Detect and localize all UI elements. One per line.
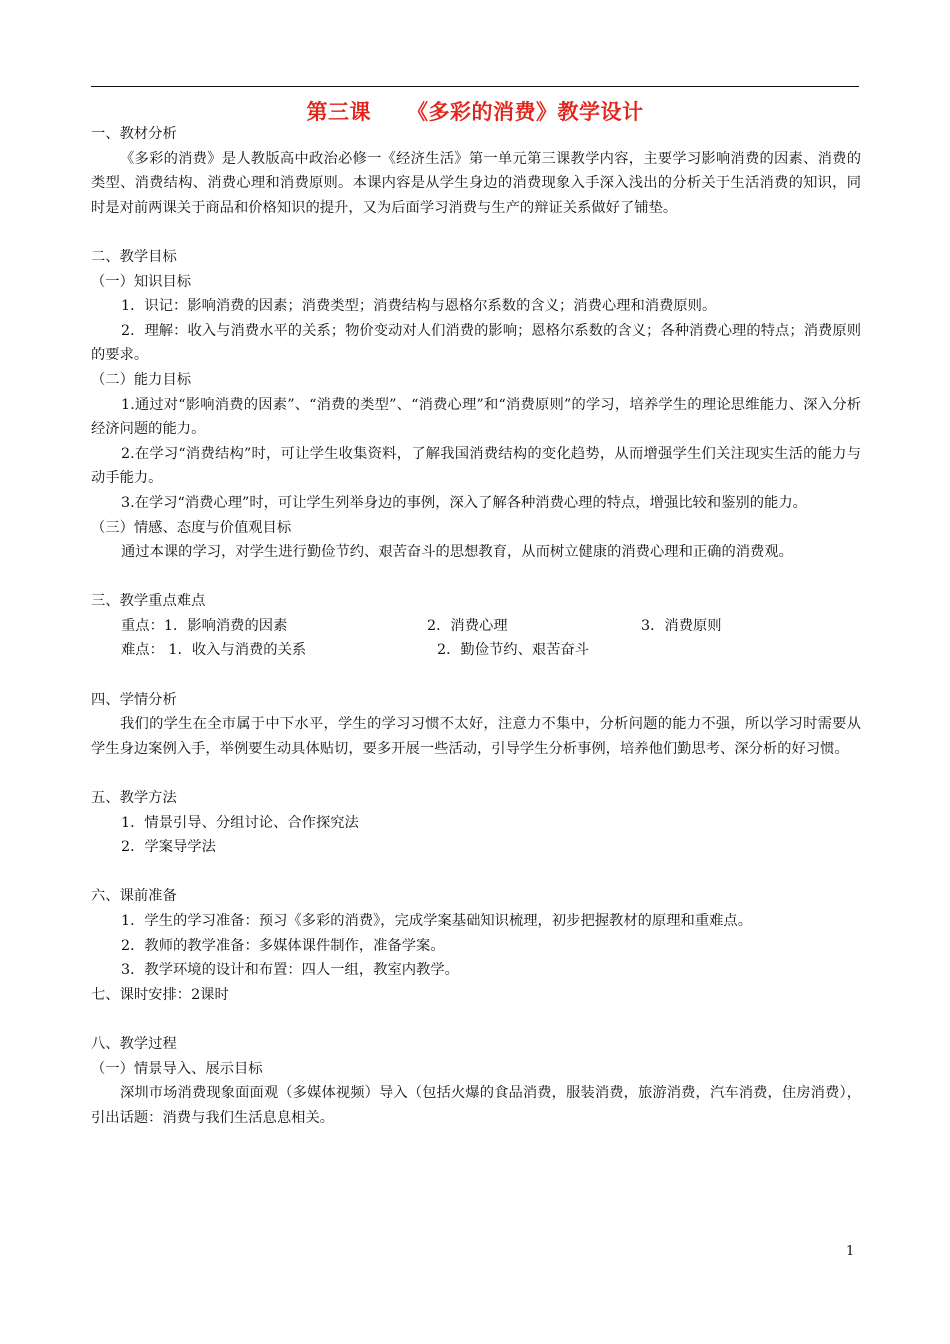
section-1-paragraph: 《多彩的消费》是人教版高中政治必修一《经济生活》第一单元第三课教学内容，主要学习影响消费的因素、消费的类型、消费结构、消费心理和消费原则。本课内容是从学生身边的消费现象入手深入浅出的分析关于生活消费的知识，同时是对前两课关于商品和价格知识的提升，又为后面学习消费与生产的辩证关系做好了铺垫。 (91, 150, 861, 216)
top-rule (91, 86, 859, 87)
key-points-row (91, 614, 861, 639)
values-item: 通过本课的学习，对学生进行勤俭节约、艰苦奋斗的思想教育，从而树立健康的消费心理和正确的消费观。 (121, 544, 793, 561)
prep-item-3: 3．教学环境的设计和布置：四人一组，教室内教学。 (121, 962, 459, 979)
method-item-2: 2．学案导学法 (121, 839, 216, 856)
ability-item-1: 1.通过对“影响消费的因素”、“消费的类型”、“消费心理”和“消费原则”的学习，培养学生的理论思维能力、深入分析经济问题的能力。 (91, 396, 861, 438)
section-4-paragraph: 我们的学生在全市属于中下水平，学生的学习习惯不太好，注意力不集中，分析问题的能力不强，所以学习时需要从学生身边案例入手，举例要生动具体贴切，要多开展一些活动，引导学生分析事例，培养他们勤思考、深分析的好习惯。 (91, 716, 861, 757)
subheading-ability: （二）能力目标 (91, 371, 192, 388)
ability-item-3: 3.在学习“消费心理”时，可让学生列举身边的事例，深入了解各种消费心理的特点，增强比较和鉴别的能力。 (121, 494, 807, 511)
knowledge-item-1: 1．识记：影响消费的因素；消费类型；消费结构与恩格尔系数的含义；消费心理和消费原则。 (121, 298, 717, 315)
subheading-intro: （一）情景导入、展示目标 (91, 1060, 263, 1077)
section-heading-8: 八、教学过程 (91, 1035, 177, 1052)
ability-item-2: 2.在学习“消费结构”时，可让学生收集资料，了解我国消费结构的变化趋势，从而增强学生们关注现实生活的能力与动手能力。 (91, 445, 861, 487)
prep-item-1: 1．学生的学习准备：预习《多彩的消费》，完成学案基础知识梳理，初步把握教材的原理和重难点。 (121, 913, 753, 929)
page-number: 1 (846, 1244, 855, 1259)
section-heading-6: 六、课前准备 (91, 888, 177, 905)
title-lesson: 第三课 (306, 99, 371, 124)
title-topic: 《多彩的消费》教学设计 (407, 99, 644, 124)
section-heading-7: 七、课时安排：2课时 (91, 986, 229, 1003)
section-heading-3: 三、教学重点难点 (91, 593, 206, 610)
difficult-points-row (91, 638, 861, 663)
method-item-1: 1．情景引导、分组讨论、合作探究法 (121, 814, 359, 831)
section-heading-5: 五、教学方法 (91, 790, 177, 807)
key-point-1: 重点：1．影响消费的因素 (121, 617, 288, 634)
key-point-3: 3．消费原则 (641, 617, 722, 634)
document-body (91, 122, 861, 1130)
subheading-values: （三）情感、态度与价值观目标 (91, 519, 292, 536)
section-heading-4: 四、学情分析 (91, 691, 177, 708)
difficult-point-2: 2．勤俭节约、艰苦奋斗 (437, 642, 590, 659)
section-heading-2: 二、教学目标 (91, 248, 177, 265)
section-heading-1: 一、教材分析 (91, 126, 177, 142)
key-point-2: 2．消费心理 (427, 617, 508, 634)
difficult-point-1: 难点： 1．收入与消费的关系 (121, 642, 307, 659)
section-8-paragraph: 深圳市场消费现象面面观（多媒体视频）导入（包括火爆的食品消费，服装消费，旅游消费，汽车消费，住房消费），引出话题：消费与我们生活息息相关。 (91, 1085, 861, 1126)
knowledge-item-2: 2．理解：收入与消费水平的关系；物价变动对人们消费的影响；恩格尔系数的含义；各种消费心理的特点；消费原则的要求。 (91, 322, 861, 364)
subheading-knowledge: （一）知识目标 (91, 273, 192, 290)
prep-item-2: 2．教师的教学准备：多媒体课件制作，准备学案。 (121, 937, 445, 954)
